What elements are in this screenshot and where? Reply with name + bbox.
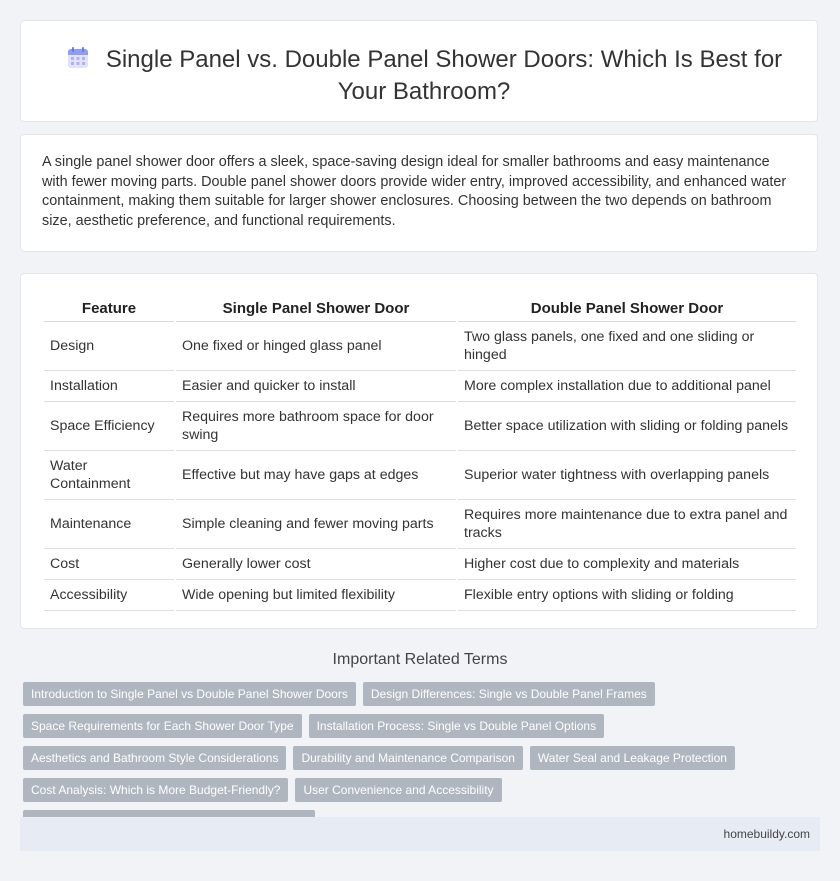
table-row	[44, 580, 796, 611]
related-term-tag[interactable]: Cost Analysis: Which is More Budget-Friendly?	[23, 778, 288, 802]
calendar-icon	[66, 46, 90, 70]
related-term-tag[interactable]: Aesthetics and Bathroom Style Considerations	[23, 746, 286, 770]
double-panel-cell: Requires more maintenance due to extra panel and tracks	[458, 500, 796, 549]
single-panel-cell: Easier and quicker to install	[176, 371, 456, 402]
page-title: Single Panel vs. Double Panel Shower Doors: Which Is Best for Your Bathroom?	[105, 46, 783, 105]
header-single-panel: Single Panel Shower Door	[176, 297, 456, 322]
double-panel-cell: Superior water tightness with overlapping panels	[458, 451, 796, 500]
related-term-tag[interactable]: Design Differences: Single vs Double Panel Frames	[363, 682, 655, 706]
single-panel-cell: Generally lower cost	[176, 549, 456, 580]
feature-cell: Space Efficiency	[44, 402, 174, 451]
feature-cell: Water Containment	[44, 451, 174, 500]
single-panel-cell: Wide opening but limited flexibility	[176, 580, 456, 611]
title-card	[20, 20, 818, 122]
table-header-row	[44, 297, 796, 322]
footer-site-link[interactable]: homebuildy.com	[723, 827, 810, 841]
header-double-panel: Double Panel Shower Door	[458, 297, 796, 322]
footer	[20, 817, 820, 851]
table-row	[44, 500, 796, 549]
table-row	[44, 549, 796, 580]
double-panel-cell: More complex installation due to additional panel	[458, 371, 796, 402]
related-term-tag[interactable]: Space Requirements for Each Shower Door Type	[23, 714, 302, 738]
double-panel-cell: Flexible entry options with sliding or folding	[458, 580, 796, 611]
feature-cell: Cost	[44, 549, 174, 580]
related-term-tag[interactable]: Introduction to Single Panel vs Double Panel Shower Doors	[23, 682, 356, 706]
single-panel-cell: Requires more bathroom space for door swing	[176, 402, 456, 451]
related-term-tag[interactable]: Installation Process: Single vs Double Panel Options	[309, 714, 605, 738]
comparison-card	[20, 273, 818, 629]
intro-card	[20, 134, 818, 252]
table-row	[44, 322, 796, 371]
double-panel-cell: Two glass panels, one fixed and one sliding or hinged	[458, 322, 796, 371]
feature-cell: Design	[44, 322, 174, 371]
related-terms-title: Important Related Terms	[332, 651, 508, 668]
table-row	[44, 371, 796, 402]
single-panel-cell: Simple cleaning and fewer moving parts	[176, 500, 456, 549]
feature-cell: Accessibility	[44, 580, 174, 611]
table-row	[44, 451, 796, 500]
comparison-table	[42, 297, 798, 611]
feature-cell: Maintenance	[44, 500, 174, 549]
header-feature: Feature	[44, 297, 174, 322]
double-panel-cell: Better space utilization with sliding or folding panels	[458, 402, 796, 451]
feature-cell: Installation	[44, 371, 174, 402]
table-row	[44, 402, 796, 451]
single-panel-cell: Effective but may have gaps at edges	[176, 451, 456, 500]
double-panel-cell: Higher cost due to complexity and materials	[458, 549, 796, 580]
related-term-tag[interactable]: User Convenience and Accessibility	[295, 778, 501, 802]
title-wrap	[61, 44, 787, 108]
intro-paragraph: A single panel shower door offers a sleek, space-saving design ideal for smaller bathrooms and easy maintenance with fewer moving parts. Double panel shower doors provide wider entry, improved accessibility, and enhanced water containment, making them suitable for larger shower enclosures. Choosing between the two depends on bathroom size, aesthetic preference, and functional requirements.	[42, 154, 787, 229]
related-term-tag[interactable]: Durability and Maintenance Comparison	[293, 746, 522, 770]
related-term-tag[interactable]: Water Seal and Leakage Protection	[530, 746, 735, 770]
single-panel-cell: One fixed or hinged glass panel	[176, 322, 456, 371]
